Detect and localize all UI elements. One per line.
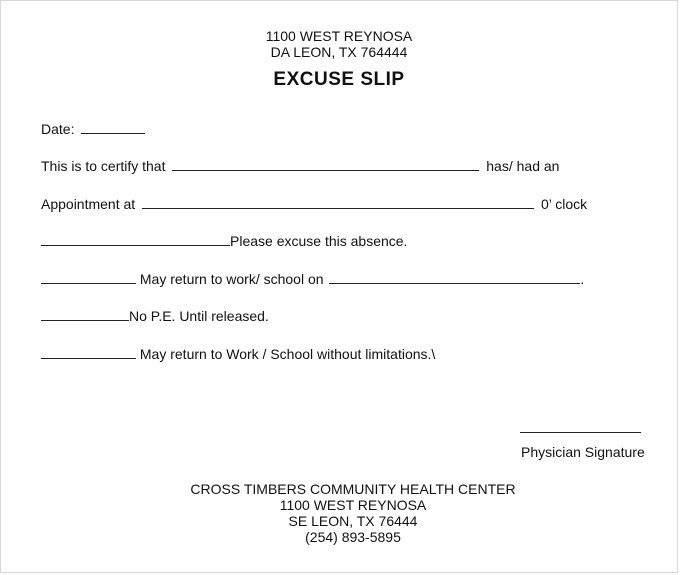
header-address-line1: 1100 WEST REYNOSA [265,28,413,44]
signature-line[interactable] [520,419,641,433]
patient-name-field[interactable] [172,157,479,171]
date-field[interactable] [81,120,145,134]
no-limit-row [41,345,435,362]
excuse-text: Please excuse this absence. [230,233,408,249]
footer-address-line1: 1100 WEST REYNOSA [279,497,427,513]
appointment-row [41,195,587,212]
return-row [41,270,584,287]
return-label: May return to work/ school on [139,271,324,287]
return-date-field[interactable] [329,270,580,284]
return-suffix: . [580,271,585,287]
no-pe-text: No P.E. Until released. [129,308,269,324]
certify-prefix: This is to certify that [41,158,166,174]
footer-phone: (254) 893-5895 [305,529,401,545]
no-limit-text: May return to Work / School without limitations.\ [139,346,436,362]
header-address-line2: DA LEON, TX 764444 [270,44,408,60]
certify-suffix: has/ had an [486,158,560,174]
appointment-suffix: 0’ clock [540,196,588,212]
date-label: Date: [41,121,75,137]
appointment-label: Appointment at [41,196,136,212]
certify-row [41,157,559,174]
excuse-row [41,232,407,249]
no-limit-check-field[interactable] [41,345,136,359]
footer-address-line2: SE LEON, TX 76444 [288,513,418,529]
date-row [41,120,145,137]
signature-label: Physician Signature [521,444,645,460]
footer-org-name: CROSS TIMBERS COMMUNITY HEALTH CENTER [190,481,516,497]
page-title: EXCUSE SLIP [273,69,405,90]
no-pe-row [41,307,269,324]
return-check-field[interactable] [41,270,136,284]
excuse-check-field[interactable] [41,232,230,246]
appointment-time-field[interactable] [142,195,534,209]
no-pe-check-field[interactable] [41,307,129,321]
